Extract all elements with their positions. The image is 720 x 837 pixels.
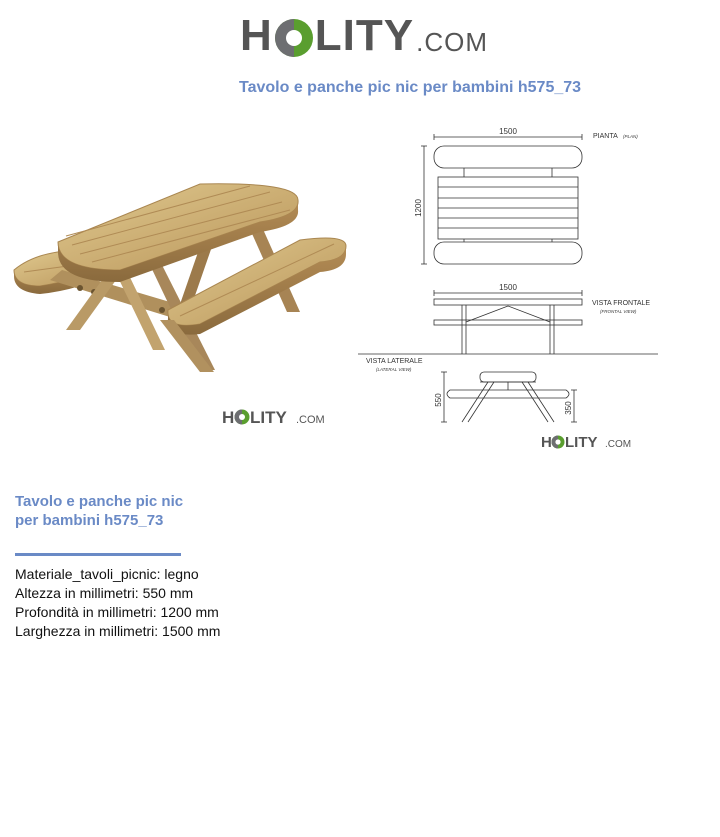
drawing-watermark bbox=[541, 434, 631, 451]
site-logo[interactable] bbox=[240, 12, 488, 60]
spec-width: Larghezza in millimetri: 1500 mm bbox=[15, 623, 221, 639]
svg-text:LITY: LITY bbox=[565, 434, 598, 451]
svg-text:H: H bbox=[222, 408, 235, 427]
svg-text:LITY: LITY bbox=[250, 408, 287, 427]
logo-dotcom: .COM bbox=[416, 27, 488, 57]
photo-watermark bbox=[222, 408, 325, 427]
svg-text:.COM: .COM bbox=[296, 414, 325, 426]
technical-drawing bbox=[358, 122, 663, 452]
plan-label: PIANTA bbox=[593, 133, 618, 140]
logo-letter-h: H bbox=[240, 11, 273, 60]
svg-text:.COM: .COM bbox=[605, 439, 632, 450]
spec-material: Materiale_tavoli_picnic: legno bbox=[15, 566, 199, 582]
dim-depth-plan: 1200 bbox=[414, 199, 423, 217]
side-label: VISTA LATERALE bbox=[366, 358, 423, 365]
page-subtitle: Tavolo e panche pic nic per bambini h575_73 bbox=[239, 79, 582, 96]
front-label: VISTA FRONTALE bbox=[592, 300, 651, 307]
bolt bbox=[77, 285, 83, 291]
bolt bbox=[159, 307, 165, 313]
spec-height: Altezza in millimetri: 550 mm bbox=[15, 585, 194, 601]
product-title: Tavolo e panche pic nic per bambini h575_73 bbox=[15, 493, 184, 529]
spec-depth: Profondità in millimetri: 1200 mm bbox=[15, 604, 219, 620]
plan-sublabel: (PLAN) bbox=[623, 134, 638, 139]
logo-letters-lity: LITY bbox=[314, 11, 415, 60]
product-photo bbox=[0, 120, 355, 440]
side-sublabel: (LATERAL VIEW) bbox=[376, 367, 412, 372]
dim-height: 550 bbox=[434, 393, 443, 407]
dim-seat-height: 350 bbox=[564, 401, 573, 415]
dim-width-front: 1500 bbox=[499, 283, 517, 292]
dim-width-plan: 1500 bbox=[499, 127, 517, 136]
spec-list bbox=[15, 565, 220, 641]
title-divider bbox=[15, 553, 181, 556]
logo-o-icon bbox=[274, 18, 314, 58]
front-sublabel: (FRONTAL VIEW) bbox=[600, 309, 637, 314]
svg-text:H: H bbox=[541, 434, 552, 451]
